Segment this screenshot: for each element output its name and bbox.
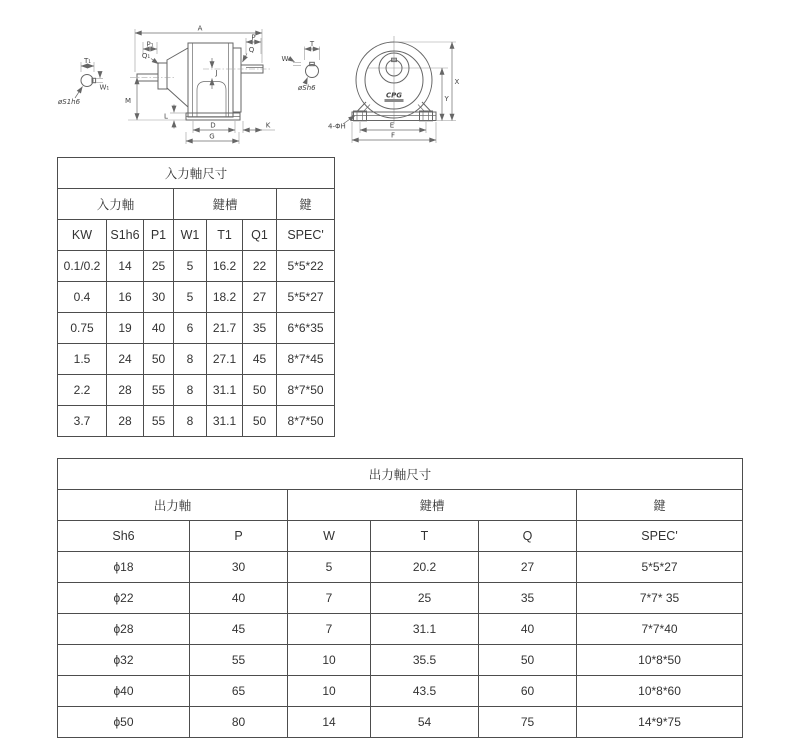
- table-cell: 35: [479, 583, 577, 614]
- table-cell: 31.1: [207, 406, 243, 437]
- dim-x-label: X: [454, 78, 460, 86]
- table-cell: 18.2: [207, 282, 243, 313]
- table-cell: 25: [144, 251, 174, 282]
- table-cell: 14: [288, 707, 371, 738]
- table-cell: 0.75: [58, 313, 107, 344]
- table-cell: 28: [107, 406, 144, 437]
- table-cell: 5*5*22: [277, 251, 335, 282]
- column-header: SPEC': [277, 220, 335, 251]
- dim-q1-label: Q₁: [141, 52, 151, 60]
- dim-p-label: P: [251, 33, 256, 42]
- output-table-title: 出力軸尺寸: [58, 459, 743, 490]
- table-cell: 8: [174, 406, 207, 437]
- table-cell: 25: [371, 583, 479, 614]
- brand-logo-subtext-bar: [385, 99, 404, 102]
- table-cell: 7: [288, 583, 371, 614]
- table-cell: 8*7*45: [277, 344, 335, 375]
- dim-g-label: G: [209, 132, 215, 141]
- column-header: SPEC': [577, 521, 743, 552]
- table-cell: 8: [174, 375, 207, 406]
- table-row: [58, 375, 335, 406]
- input-shaft-diameter-label: øS1h6: [58, 98, 81, 106]
- output-shaft-table: [57, 458, 743, 738]
- column-header: T: [371, 521, 479, 552]
- input-table-group-keyway: 鍵槽: [174, 189, 277, 220]
- table-cell: 75: [479, 707, 577, 738]
- table-cell: 8*7*50: [277, 375, 335, 406]
- dim-p1-label: P₁: [146, 40, 154, 49]
- table-cell: 50: [243, 406, 277, 437]
- dim-t1-label: T₁: [83, 57, 92, 65]
- dim-t-label: T: [309, 40, 315, 48]
- input-table-group-key: 鍵: [277, 189, 335, 220]
- table-row: [58, 406, 335, 437]
- table-row: [58, 645, 743, 676]
- table-cell: 40: [190, 583, 288, 614]
- table-cell: 0.1/0.2: [58, 251, 107, 282]
- table-cell: 35.5: [371, 645, 479, 676]
- column-header: P: [190, 521, 288, 552]
- table-row: [58, 552, 743, 583]
- dim-k-label: K: [265, 121, 271, 130]
- column-header: P1: [144, 220, 174, 251]
- front-view: [328, 36, 460, 143]
- table-row: [58, 344, 335, 375]
- table-cell: 8: [174, 344, 207, 375]
- input-key-detail: [57, 57, 109, 106]
- column-header: KW: [58, 220, 107, 251]
- dim-w1-label: W₁: [99, 83, 110, 92]
- table-cell: 40: [144, 313, 174, 344]
- table-cell: 50: [144, 344, 174, 375]
- table-cell: 7: [288, 614, 371, 645]
- column-header: W: [288, 521, 371, 552]
- table-cell: 22: [243, 251, 277, 282]
- table-cell: 6*6*35: [277, 313, 335, 344]
- table-cell: 21.7: [207, 313, 243, 344]
- column-header: Q1: [243, 220, 277, 251]
- side-view: [125, 25, 275, 145]
- table-cell: 60: [479, 676, 577, 707]
- output-shaft-diameter-label: øSh6: [298, 84, 316, 92]
- brand-logo: CPG: [385, 91, 403, 100]
- table-cell: 10: [288, 645, 371, 676]
- column-header: T1: [207, 220, 243, 251]
- table-cell: 8*7*50: [277, 406, 335, 437]
- table-row: [58, 313, 335, 344]
- output-key-detail: [282, 40, 320, 92]
- table-row: [58, 676, 743, 707]
- table-cell: 14*9*75: [577, 707, 743, 738]
- table-cell: 45: [243, 344, 277, 375]
- table-cell: 5: [174, 282, 207, 313]
- column-header: Q: [479, 521, 577, 552]
- table-cell: ϕ28: [58, 614, 190, 645]
- table-cell: 10*8*60: [577, 676, 743, 707]
- table-cell: ϕ50: [58, 707, 190, 738]
- table-cell: 14: [107, 251, 144, 282]
- table-cell: 19: [107, 313, 144, 344]
- table-cell: 2.2: [58, 375, 107, 406]
- table-cell: ϕ22: [58, 583, 190, 614]
- table-cell: 27: [243, 282, 277, 313]
- input-shaft-table: [57, 157, 335, 437]
- table-cell: 31.1: [371, 614, 479, 645]
- table-cell: ϕ18: [58, 552, 190, 583]
- table-row: [58, 707, 743, 738]
- input-table-title: 入力軸尺寸: [58, 158, 335, 189]
- table-cell: 31.1: [207, 375, 243, 406]
- dim-e-label: E: [389, 121, 395, 130]
- table-cell: 7*7* 35: [577, 583, 743, 614]
- table-cell: 0.4: [58, 282, 107, 313]
- table-cell: 55: [190, 645, 288, 676]
- table-cell: 1.5: [58, 344, 107, 375]
- table-cell: 54: [371, 707, 479, 738]
- output-table-group-shaft: 出力軸: [58, 490, 288, 521]
- table-cell: 55: [144, 375, 174, 406]
- dim-y-label: Y: [444, 95, 449, 103]
- table-cell: 27.1: [207, 344, 243, 375]
- output-table-group-key: 鍵: [577, 490, 743, 521]
- table-cell: 30: [190, 552, 288, 583]
- table-row: [58, 282, 335, 313]
- table-row: [58, 251, 335, 282]
- table-cell: 16: [107, 282, 144, 313]
- table-cell: 5*5*27: [277, 282, 335, 313]
- table-cell: 5: [174, 251, 207, 282]
- table-cell: 28: [107, 375, 144, 406]
- dim-q-label: Q: [248, 46, 255, 54]
- dim-m-label: M: [124, 97, 132, 105]
- column-header: W1: [174, 220, 207, 251]
- table-cell: 20.2: [371, 552, 479, 583]
- table-cell: 65: [190, 676, 288, 707]
- table-cell: 6: [174, 313, 207, 344]
- table-cell: 27: [479, 552, 577, 583]
- table-cell: 43.5: [371, 676, 479, 707]
- table-row: [58, 614, 743, 645]
- dim-a-label: A: [197, 24, 203, 33]
- table-cell: 5: [288, 552, 371, 583]
- dim-w-label: W: [281, 55, 289, 63]
- table-cell: 35: [243, 313, 277, 344]
- gearmotor-dimension-drawing: [0, 8, 480, 150]
- table-cell: ϕ40: [58, 676, 190, 707]
- dim-d-label: D: [210, 121, 216, 130]
- table-cell: 5*5*27: [577, 552, 743, 583]
- dim-j-label: J: [215, 69, 218, 77]
- table-cell: 10: [288, 676, 371, 707]
- table-cell: 55: [144, 406, 174, 437]
- table-cell: 10*8*50: [577, 645, 743, 676]
- dim-l-label: L: [164, 112, 168, 121]
- table-cell: 45: [190, 614, 288, 645]
- mounting-holes-label: 4-ΦH: [328, 122, 346, 131]
- dim-f-label: F: [390, 131, 396, 140]
- column-header: S1h6: [107, 220, 144, 251]
- output-table-group-keyway: 鍵槽: [288, 490, 577, 521]
- table-cell: 50: [243, 375, 277, 406]
- table-cell: 30: [144, 282, 174, 313]
- table-row: [58, 583, 743, 614]
- table-cell: 7*7*40: [577, 614, 743, 645]
- input-table-group-shaft: 入力軸: [58, 189, 174, 220]
- table-cell: ϕ32: [58, 645, 190, 676]
- table-cell: 24: [107, 344, 144, 375]
- table-cell: 3.7: [58, 406, 107, 437]
- table-cell: 40: [479, 614, 577, 645]
- table-cell: 16.2: [207, 251, 243, 282]
- table-cell: 50: [479, 645, 577, 676]
- column-header: Sh6: [58, 521, 190, 552]
- table-cell: 80: [190, 707, 288, 738]
